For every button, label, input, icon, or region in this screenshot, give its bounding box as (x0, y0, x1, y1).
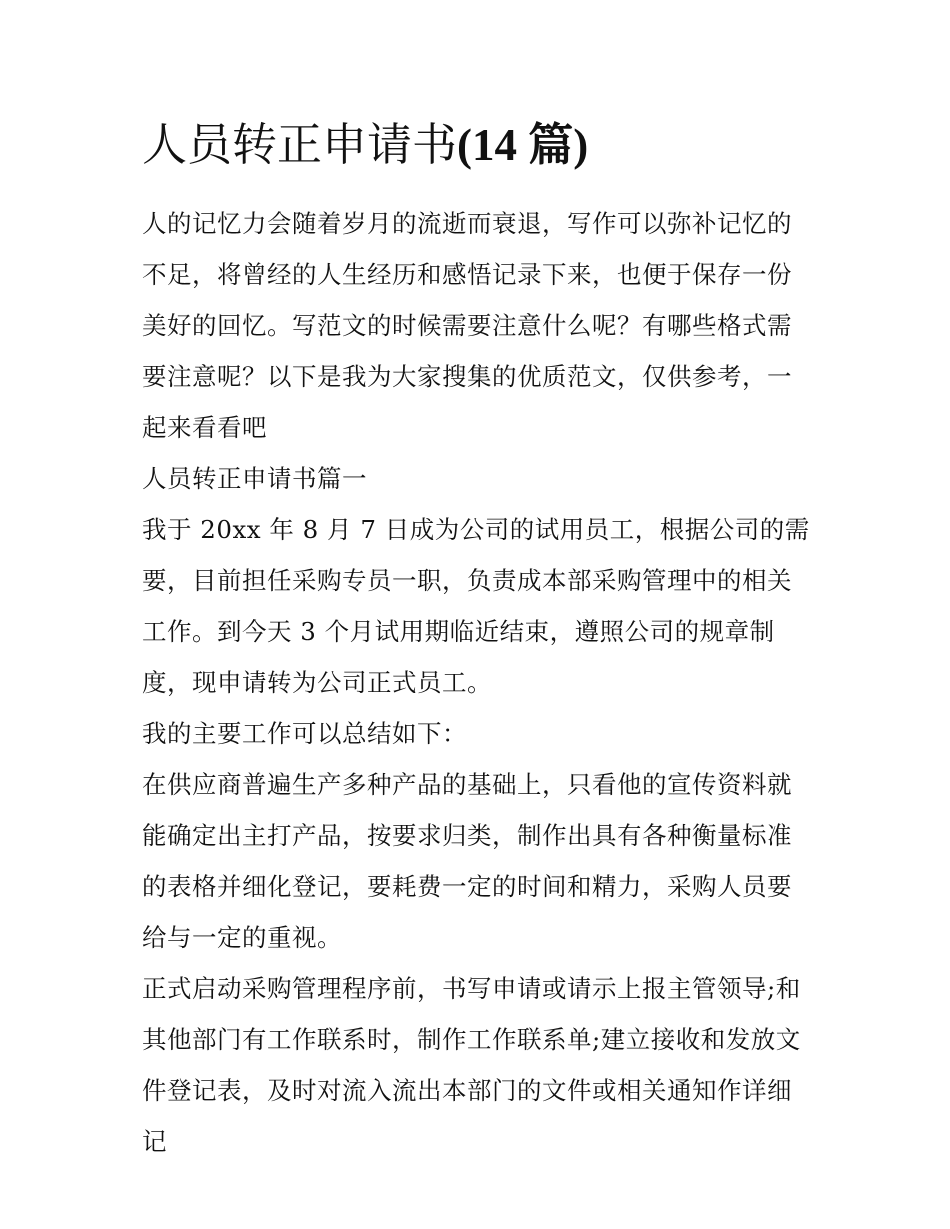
body-paragraph: 在供应商普遍生产多种产品的基础上，只看他的宣传资料就能确定出主打产品，按要求归类，制作出具有各种衡量标准的表格并细化登记，要耗费一定的时间和精力，采购人员要给与一定的重视。 (142, 770, 792, 952)
document-title (142, 110, 842, 180)
body-paragraph: 我的主要工作可以总结如下： (142, 719, 467, 748)
intro-paragraph: 人的记忆力会随着岁月的流逝而衰退，写作可以弥补记忆的不足，将曾经的人生经历和感悟记录下来，也便于保存一份美好的回忆。写范文的时候需要注意什么呢？有哪些格式需要注意呢？以下是我为大家搜集的优质范文，仅供参考，一起来看看吧 (142, 209, 792, 442)
body-paragraph: 正式启动采购管理程序前，书写申请或请示上报主管领导;和其他部门有工作联系时，制作工作联系单;建立接收和发放文件登记表，及时对流入流出本部门的文件或相关通知作详细记 (142, 974, 801, 1156)
section-heading: 人员转正申请书篇一 (142, 464, 367, 493)
document-body (142, 198, 814, 1167)
title-count: (14 篇) (457, 120, 589, 170)
title-main: 人员转正申请书 (142, 118, 458, 171)
body-paragraph: 我于 20xx 年 8 月 7 日成为公司的试用员工，根据公司的需要，目前担任采购专员一职，负责成本部采购管理中的相关工作。到今天 3 个月试用期临近结束，遵照公司的规章制度，现申请转为公司正式员工。 (142, 515, 810, 697)
